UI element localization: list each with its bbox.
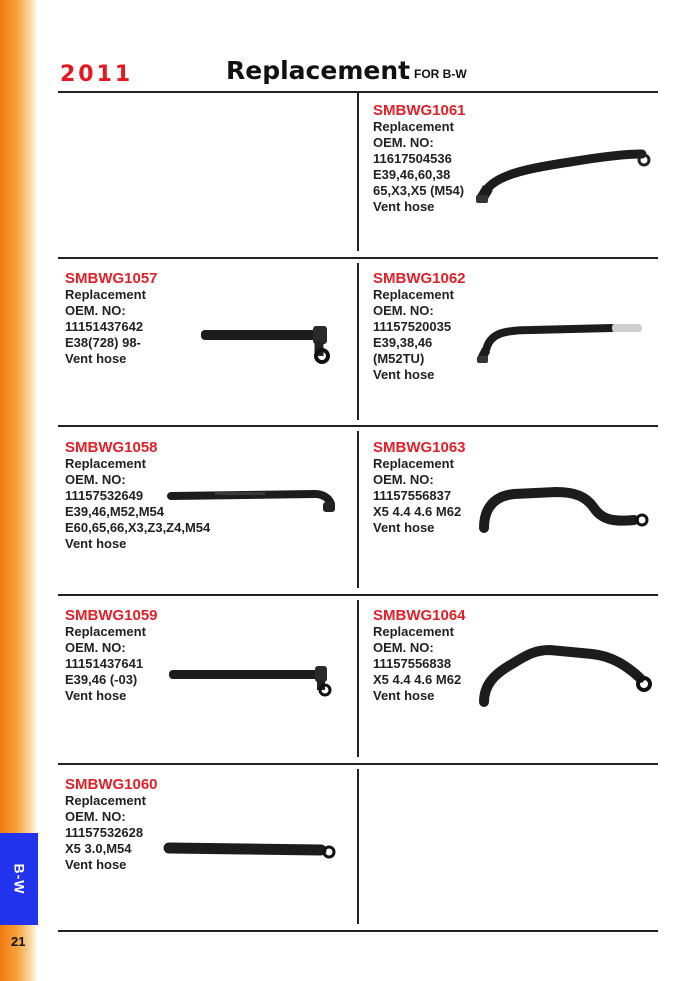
row-divider — [58, 425, 658, 427]
part-name: Vent hose — [65, 536, 127, 551]
row-divider — [58, 257, 658, 259]
part-name: Vent hose — [373, 520, 435, 535]
product-type: Replacement — [65, 793, 146, 808]
catalog-year: 2011 — [60, 62, 134, 87]
oem-label: OEM. NO: — [65, 809, 126, 824]
oem-number: 11151437642 — [65, 319, 144, 334]
fitment: 65,X3,X5 (M54) — [373, 183, 465, 198]
oem-number: 11157532628 — [65, 825, 144, 840]
product-code: SMBWG1057 — [65, 270, 158, 287]
column-divider — [357, 93, 359, 251]
fitment: (M52TU) — [373, 351, 425, 366]
oem-number: 11157520035 — [373, 319, 452, 334]
column-divider — [357, 600, 359, 757]
product-card-smbwg1060[interactable] — [65, 776, 158, 873]
oem-number: 11617504536 — [373, 151, 452, 166]
product-card-smbwg1062[interactable] — [373, 270, 466, 383]
product-type: Replacement — [65, 287, 146, 302]
row-divider — [58, 594, 658, 596]
fitment: X5 4.4 4.6 M62 — [373, 672, 462, 687]
product-code: SMBWG1058 — [65, 439, 158, 456]
fitment: E38(728) 98- — [65, 335, 141, 350]
product-code: SMBWG1064 — [373, 607, 466, 624]
section-tab-label: B-W — [11, 863, 27, 895]
fitment: X5 4.4 4.6 M62 — [373, 504, 462, 519]
column-divider — [357, 769, 359, 924]
product-code: SMBWG1063 — [373, 439, 466, 456]
product-code: SMBWG1060 — [65, 776, 158, 793]
page-header — [58, 56, 658, 92]
product-card-smbwg1057[interactable] — [65, 270, 158, 367]
page-subtitle: FOR B-W — [414, 67, 467, 81]
hose-image-smbwg1062 — [472, 312, 652, 367]
oem-label: OEM. NO: — [65, 640, 126, 655]
oem-label: OEM. NO: — [373, 135, 434, 150]
oem-number: 11157532649 — [65, 488, 144, 503]
product-card-smbwg1063[interactable] — [373, 439, 466, 536]
product-card-smbwg1064[interactable] — [373, 607, 466, 704]
hose-image-smbwg1057 — [195, 318, 345, 368]
fitment: E39,46,60,38 — [373, 167, 451, 182]
product-type: Replacement — [373, 119, 454, 134]
part-name: Vent hose — [65, 857, 127, 872]
product-code: SMBWG1061 — [373, 102, 466, 119]
part-name: Vent hose — [65, 351, 127, 366]
product-type: Replacement — [373, 287, 454, 302]
part-name: Vent hose — [373, 199, 435, 214]
fitment: E39,46,M52,M54 — [65, 504, 165, 519]
oem-label: OEM. NO: — [65, 472, 126, 487]
part-name: Vent hose — [373, 688, 435, 703]
product-card-smbwg1059[interactable] — [65, 607, 158, 704]
product-type: Replacement — [65, 456, 146, 471]
part-name: Vent hose — [65, 688, 127, 703]
fitment: X5 3.0,M54 — [65, 841, 132, 856]
hose-image-smbwg1060 — [163, 836, 353, 866]
fitment: E39,38,46 — [373, 335, 433, 350]
oem-label: OEM. NO: — [373, 472, 434, 487]
hose-image-smbwg1058 — [165, 482, 345, 522]
oem-label: OEM. NO: — [373, 303, 434, 318]
oem-label: OEM. NO: — [65, 303, 126, 318]
row-divider — [58, 763, 658, 765]
column-divider — [357, 263, 359, 420]
footer-divider — [58, 930, 658, 932]
oem-number: 11151437641 — [65, 656, 144, 671]
product-type: Replacement — [373, 624, 454, 639]
page-title: Replacement — [226, 56, 411, 85]
product-card-smbwg1061[interactable] — [373, 102, 466, 215]
hose-image-smbwg1059 — [165, 662, 345, 702]
product-code: SMBWG1059 — [65, 607, 158, 624]
product-type: Replacement — [65, 624, 146, 639]
page-number: 21 — [11, 934, 26, 949]
section-tab[interactable] — [0, 833, 38, 925]
hose-image-smbwg1061 — [470, 140, 660, 210]
hose-image-smbwg1063 — [474, 478, 659, 540]
product-code: SMBWG1062 — [373, 270, 466, 287]
fitment: E60,65,66,X3,Z3,Z4,M54 — [65, 520, 211, 535]
oem-label: OEM. NO: — [373, 640, 434, 655]
fitment: E39,46 (-03) — [65, 672, 138, 687]
hose-image-smbwg1064 — [472, 640, 662, 712]
product-type: Replacement — [373, 456, 454, 471]
oem-number: 11157556838 — [373, 656, 452, 671]
part-name: Vent hose — [373, 367, 435, 382]
column-divider — [357, 431, 359, 588]
oem-number: 11157556837 — [373, 488, 452, 503]
